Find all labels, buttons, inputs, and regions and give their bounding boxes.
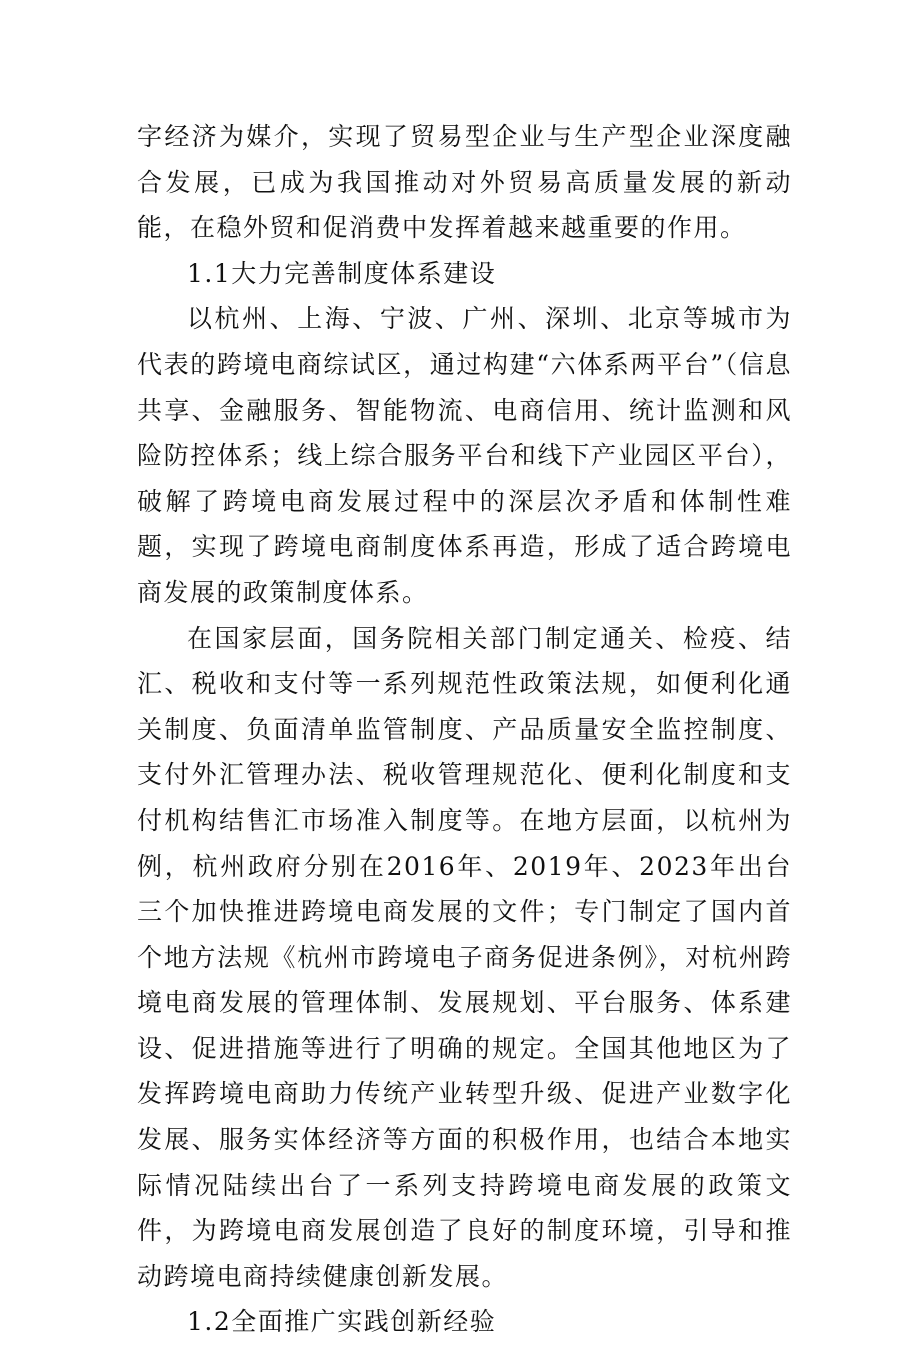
document-body bbox=[137, 114, 792, 1345]
section-heading-1-1: 1.1大力完善制度体系建设 bbox=[187, 258, 497, 288]
paragraph-national-local-policy: 在国家层面，国务院相关部门制定通关、检疫、结汇、税收和支付等一系列规范性政策法规，如便利化通关制度、负面清单监管制度、产品质量安全监控制度、支付外汇管理办法、税收管理规范化、便利化制度和支付机构结售汇市场准入制度等。在地方层面，以杭州为例，杭州政府分别在2016年、2019年、2023年出台三个加快推进跨境电商发展的文件；专门制定了国内首个地方法规《杭州市跨境电子商务促进条例》，对杭州跨境电商发展的管理体制、发展规划、平台服务、体系建设、促进措施等进行了明确的规定。全国其他地区为了发挥跨境电商助力传统产业转型升级、促进产业数字化发展、服务实体经济等方面的积极作用，也结合本地实际情况陆续出台了一系列支持跨境电商发展的政策文件，为跨境电商发展创造了良好的制度环境，引导和推动跨境电商持续健康创新发展。 bbox=[137, 623, 792, 1291]
section-heading-1-2: 1.2全面推广实践创新经验 bbox=[187, 1307, 497, 1337]
paragraph-pilot-zones: 以杭州、上海、宁波、广州、深圳、北京等城市为代表的跨境电商综试区，通过构建“六体系两平台”（信息共享、金融服务、智能物流、电商信用、统计监测和风险防控体系；线上综合服务平台和线下产业园区平台），破解了跨境电商发展过程中的深层次矛盾和体制性难题，实现了跨境电商制度体系再造，形成了适合跨境电商发展的政策制度体系。 bbox=[137, 304, 792, 607]
paragraph-continued: 字经济为媒介，实现了贸易型企业与生产型企业深度融合发展，已成为我国推动对外贸易高质量发展的新动能，在稳外贸和促消费中发挥着越来越重要的作用。 bbox=[137, 122, 792, 243]
